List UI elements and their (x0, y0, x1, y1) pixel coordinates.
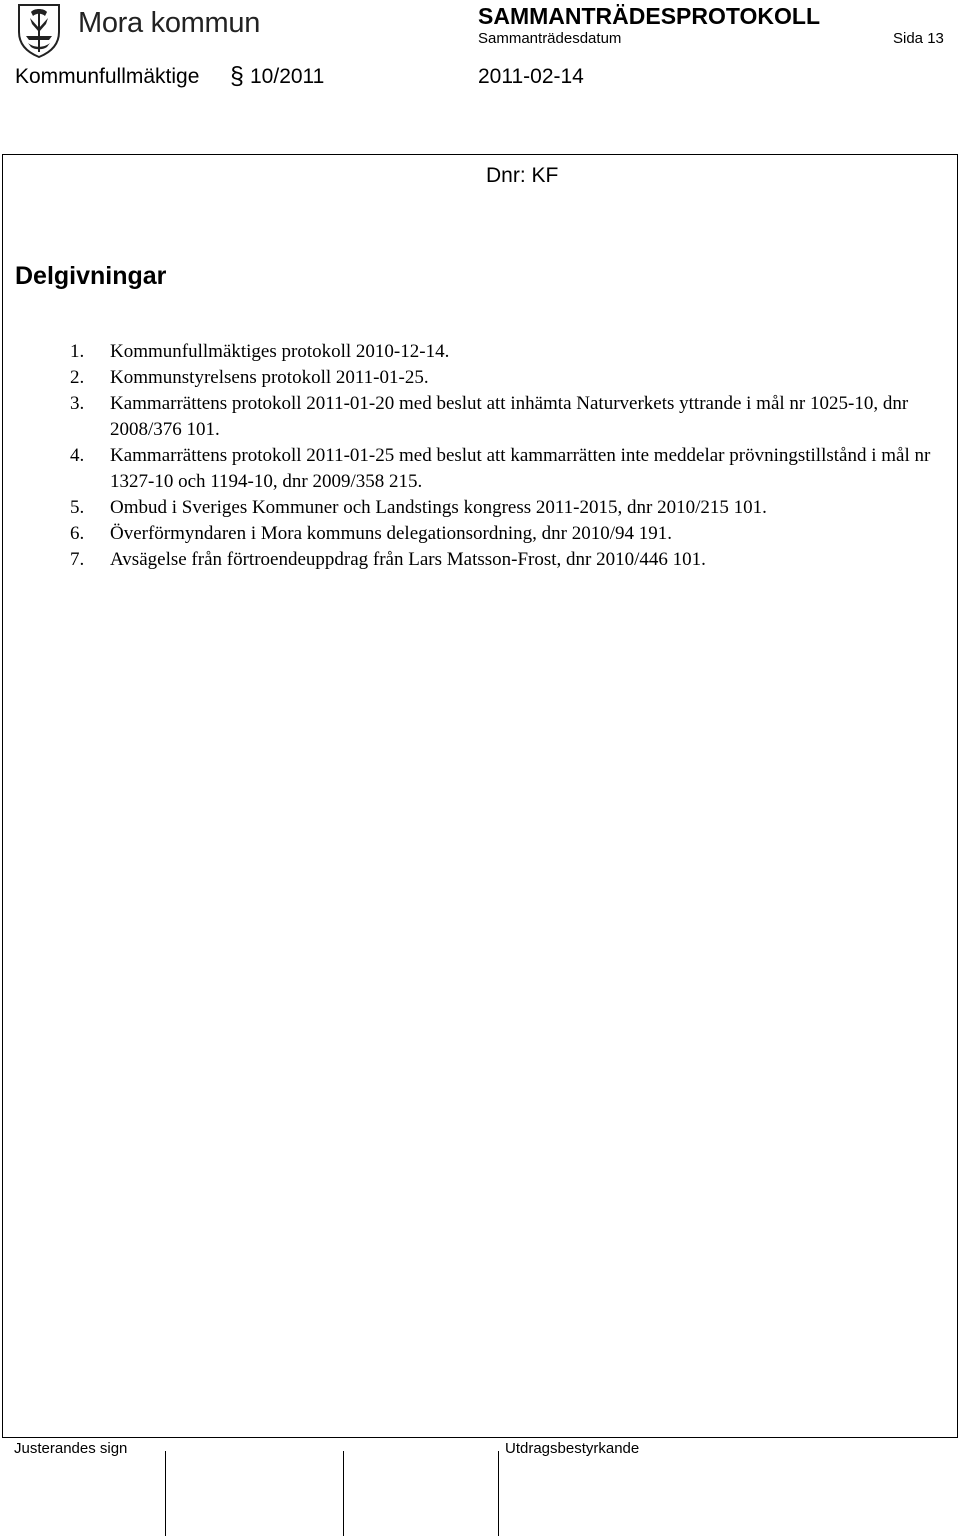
list-item-number: 5. (70, 497, 85, 518)
list-item-text: Ombud i Sveriges Kommuner och Landstings kongress 2011-2015, dnr 2010/215 101. (110, 497, 767, 518)
frame-right-border (957, 154, 958, 1438)
signature-divider (343, 1451, 344, 1536)
frame-left-border (2, 154, 3, 1438)
signature-divider (165, 1451, 166, 1536)
brand-name: Mora kommun (78, 7, 261, 39)
adjusters-sign-label: Justerandes sign (14, 1440, 128, 1457)
list-item-text: Överförmyndaren i Mora kommuns delegationsordning, dnr 2010/94 191. (110, 523, 672, 544)
list-item (70, 521, 946, 547)
list-item (70, 339, 946, 365)
list-item-number: 4. (70, 445, 85, 466)
list-item-text: Kommunstyrelsens protokoll 2011-01-25. (110, 367, 429, 388)
extract-certifier-label: Utdragsbestyrkande (505, 1440, 640, 1457)
meeting-date: 2011-02-14 (478, 65, 584, 88)
list-item (70, 547, 946, 573)
list-item-text: Avsägelse från förtroendeuppdrag från Lars Matsson-Frost, dnr 2010/446 101. (110, 549, 706, 570)
list-item-text: Kommunfullmäktiges protokoll 2010-12-14. (110, 341, 450, 362)
frame-bottom-border (2, 1437, 958, 1438)
meeting-number: 10/2011 (250, 65, 325, 88)
section-heading: Delgivningar (15, 262, 167, 290)
notification-list (70, 339, 946, 573)
list-item-number: 2. (70, 367, 85, 388)
mora-crest-icon (16, 2, 62, 58)
list-item-number: 7. (70, 549, 85, 570)
meeting-date-label: Sammanträdesdatum (478, 30, 622, 47)
list-item-text: Kammarrättens protokoll 2011-01-20 med beslut att inhämta Naturverkets yttrande i mål nr 1025-10, dnr 2008/376 101. (110, 393, 909, 440)
section-sign: § (230, 62, 244, 90)
list-item (70, 443, 946, 495)
document-title: SAMMANTRÄDESPROTOKOLL (478, 3, 821, 29)
meeting-body: Kommunfullmäktige (15, 65, 200, 88)
list-item-text: Kammarrättens protokoll 2011-01-25 med beslut att kammarrätten inte meddelar prövningstillstånd i mål nr 1327-10 och 1194-10, dnr 2009/358 215. (110, 445, 931, 492)
list-item (70, 365, 946, 391)
list-item (70, 391, 946, 443)
signature-divider (498, 1451, 499, 1536)
frame-top-border (2, 154, 958, 155)
case-number: Dnr: KF (486, 164, 559, 187)
list-item-number: 3. (70, 393, 85, 414)
list-item-number: 6. (70, 523, 85, 544)
list-item-number: 1. (70, 341, 85, 362)
page-number: Sida 13 (893, 30, 944, 47)
list-item (70, 495, 946, 521)
